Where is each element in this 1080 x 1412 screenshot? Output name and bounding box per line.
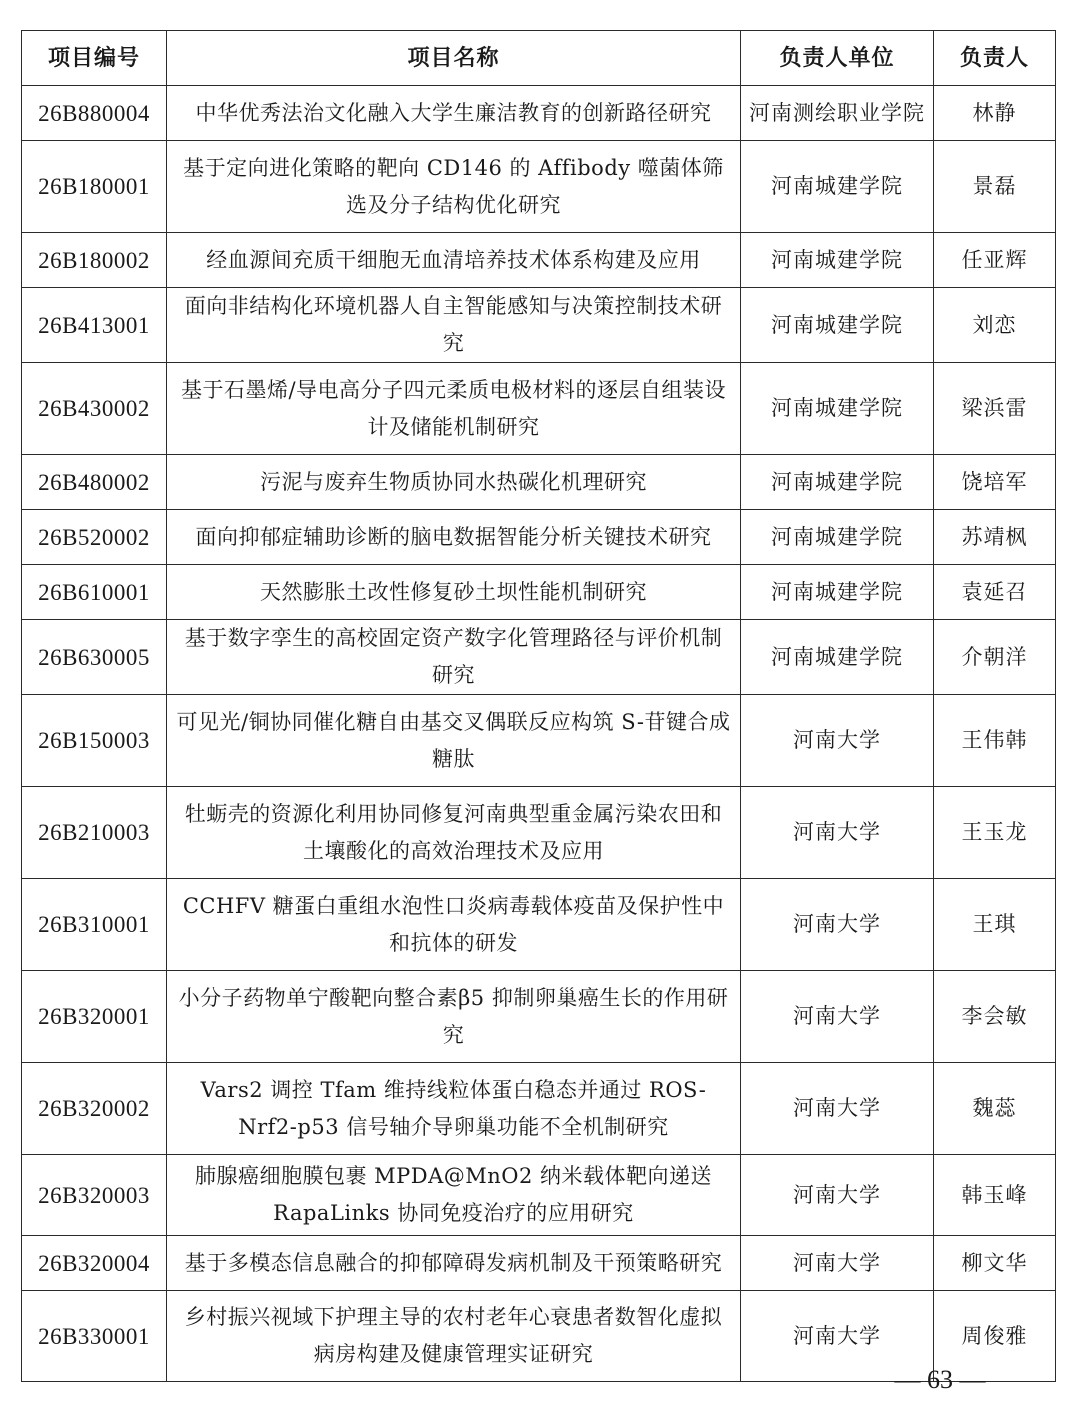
- unit-cell: 河南大学: [741, 1236, 934, 1291]
- person-cell: 苏靖枫: [934, 510, 1056, 565]
- table-row: [22, 141, 1056, 233]
- unit-cell: 河南城建学院: [741, 233, 934, 288]
- project-name-cell: 经血源间充质干细胞无血清培养技术体系构建及应用: [167, 233, 741, 288]
- unit-cell: 河南城建学院: [741, 620, 934, 695]
- project-code-cell: 26B630005: [22, 620, 167, 695]
- person-cell: 韩玉峰: [934, 1155, 1056, 1236]
- table-row: [22, 879, 1056, 971]
- table-row: [22, 620, 1056, 695]
- unit-cell: 河南城建学院: [741, 565, 934, 620]
- project-code-cell: 26B430002: [22, 363, 167, 455]
- person-cell: 李会敏: [934, 971, 1056, 1063]
- unit-cell: 河南城建学院: [741, 455, 934, 510]
- person-cell: 刘恋: [934, 288, 1056, 363]
- person-cell: 周俊雅: [934, 1291, 1056, 1382]
- unit-cell: 河南城建学院: [741, 288, 934, 363]
- table-row: [22, 233, 1056, 288]
- project-code-cell: 26B150003: [22, 695, 167, 787]
- project-name-cell: 牡蛎壳的资源化利用协同修复河南典型重金属污染农田和土壤酸化的高效治理技术及应用: [167, 787, 741, 879]
- header-project-name: 项目名称: [167, 31, 741, 86]
- table-row: [22, 971, 1056, 1063]
- table-row: [22, 787, 1056, 879]
- project-code-cell: 26B210003: [22, 787, 167, 879]
- table-row: [22, 1236, 1056, 1291]
- project-name-cell: 面向抑郁症辅助诊断的脑电数据智能分析关键技术研究: [167, 510, 741, 565]
- project-code-cell: 26B413001: [22, 288, 167, 363]
- unit-cell: 河南城建学院: [741, 141, 934, 233]
- project-code-cell: 26B480002: [22, 455, 167, 510]
- person-cell: 景磊: [934, 141, 1056, 233]
- project-name-cell: 小分子药物单宁酸靶向整合素β5 抑制卵巢癌生长的作用研究: [167, 971, 741, 1063]
- person-cell: 王琪: [934, 879, 1056, 971]
- project-name-cell: 可见光/铜协同催化糖自由基交叉偶联反应构筑 S-苷键合成糖肽: [167, 695, 741, 787]
- person-cell: 介朝洋: [934, 620, 1056, 695]
- project-code-cell: 26B180001: [22, 141, 167, 233]
- unit-cell: 河南大学: [741, 971, 934, 1063]
- person-cell: 王玉龙: [934, 787, 1056, 879]
- project-name-cell: 天然膨胀土改性修复砂土坝性能机制研究: [167, 565, 741, 620]
- table-row: [22, 695, 1056, 787]
- project-code-cell: 26B320001: [22, 971, 167, 1063]
- project-name-cell: 基于多模态信息融合的抑郁障碍发病机制及干预策略研究: [167, 1236, 741, 1291]
- project-name-cell: 乡村振兴视域下护理主导的农村老年心衰患者数智化虚拟病房构建及健康管理实证研究: [167, 1291, 741, 1382]
- unit-cell: 河南大学: [741, 787, 934, 879]
- table-row: [22, 510, 1056, 565]
- table-row: [22, 363, 1056, 455]
- person-cell: 魏蕊: [934, 1063, 1056, 1155]
- table-row: [22, 455, 1056, 510]
- unit-cell: 河南大学: [741, 1155, 934, 1236]
- project-name-cell: 中华优秀法治文化融入大学生廉洁教育的创新路径研究: [167, 86, 741, 141]
- person-cell: 饶培军: [934, 455, 1056, 510]
- person-cell: 梁浜雷: [934, 363, 1056, 455]
- table-header-row: [22, 31, 1056, 86]
- project-code-cell: 26B330001: [22, 1291, 167, 1382]
- project-code-cell: 26B180002: [22, 233, 167, 288]
- table-row: [22, 1063, 1056, 1155]
- project-name-cell: Vars2 调控 Tfam 维持线粒体蛋白稳态并通过 ROS-Nrf2-p53 信号轴介导卵巢功能不全机制研究: [167, 1063, 741, 1155]
- table-row: [22, 86, 1056, 141]
- project-name-cell: 污泥与废弃生物质协同水热碳化机理研究: [167, 455, 741, 510]
- project-code-cell: 26B610001: [22, 565, 167, 620]
- project-code-cell: 26B880004: [22, 86, 167, 141]
- header-unit: 负责人单位: [741, 31, 934, 86]
- unit-cell: 河南大学: [741, 1063, 934, 1155]
- project-name-cell: 基于定向进化策略的靶向 CD146 的 Affibody 噬菌体筛选及分子结构优化研究: [167, 141, 741, 233]
- person-cell: 任亚辉: [934, 233, 1056, 288]
- project-code-cell: 26B320002: [22, 1063, 167, 1155]
- project-code-cell: 26B320003: [22, 1155, 167, 1236]
- table-row: [22, 288, 1056, 363]
- person-cell: 柳文华: [934, 1236, 1056, 1291]
- project-code-cell: 26B310001: [22, 879, 167, 971]
- unit-cell: 河南测绘职业学院: [741, 86, 934, 141]
- unit-cell: 河南大学: [741, 879, 934, 971]
- project-name-cell: 面向非结构化环境机器人自主智能感知与决策控制技术研究: [167, 288, 741, 363]
- project-name-cell: CCHFV 糖蛋白重组水泡性口炎病毒载体疫苗及保护性中和抗体的研发: [167, 879, 741, 971]
- unit-cell: 河南大学: [741, 1291, 934, 1382]
- header-project-code: 项目编号: [22, 31, 167, 86]
- person-cell: 王伟韩: [934, 695, 1056, 787]
- project-name-cell: 基于石墨烯/导电高分子四元柔质电极材料的逐层自组装设计及储能机制研究: [167, 363, 741, 455]
- page-number: — 63 —: [894, 1365, 986, 1394]
- person-cell: 袁延召: [934, 565, 1056, 620]
- header-person: 负责人: [934, 31, 1056, 86]
- person-cell: 林静: [934, 86, 1056, 141]
- unit-cell: 河南大学: [741, 695, 934, 787]
- project-code-cell: 26B320004: [22, 1236, 167, 1291]
- table-row: [22, 1155, 1056, 1236]
- unit-cell: 河南城建学院: [741, 363, 934, 455]
- project-name-cell: 基于数字孪生的高校固定资产数字化管理路径与评价机制研究: [167, 620, 741, 695]
- project-code-cell: 26B520002: [22, 510, 167, 565]
- project-table: [21, 30, 1056, 1382]
- table-row: [22, 565, 1056, 620]
- unit-cell: 河南城建学院: [741, 510, 934, 565]
- project-name-cell: 肺腺癌细胞膜包裹 MPDA@MnO2 纳米载体靶向递送 RapaLinks 协同免疫治疗的应用研究: [167, 1155, 741, 1236]
